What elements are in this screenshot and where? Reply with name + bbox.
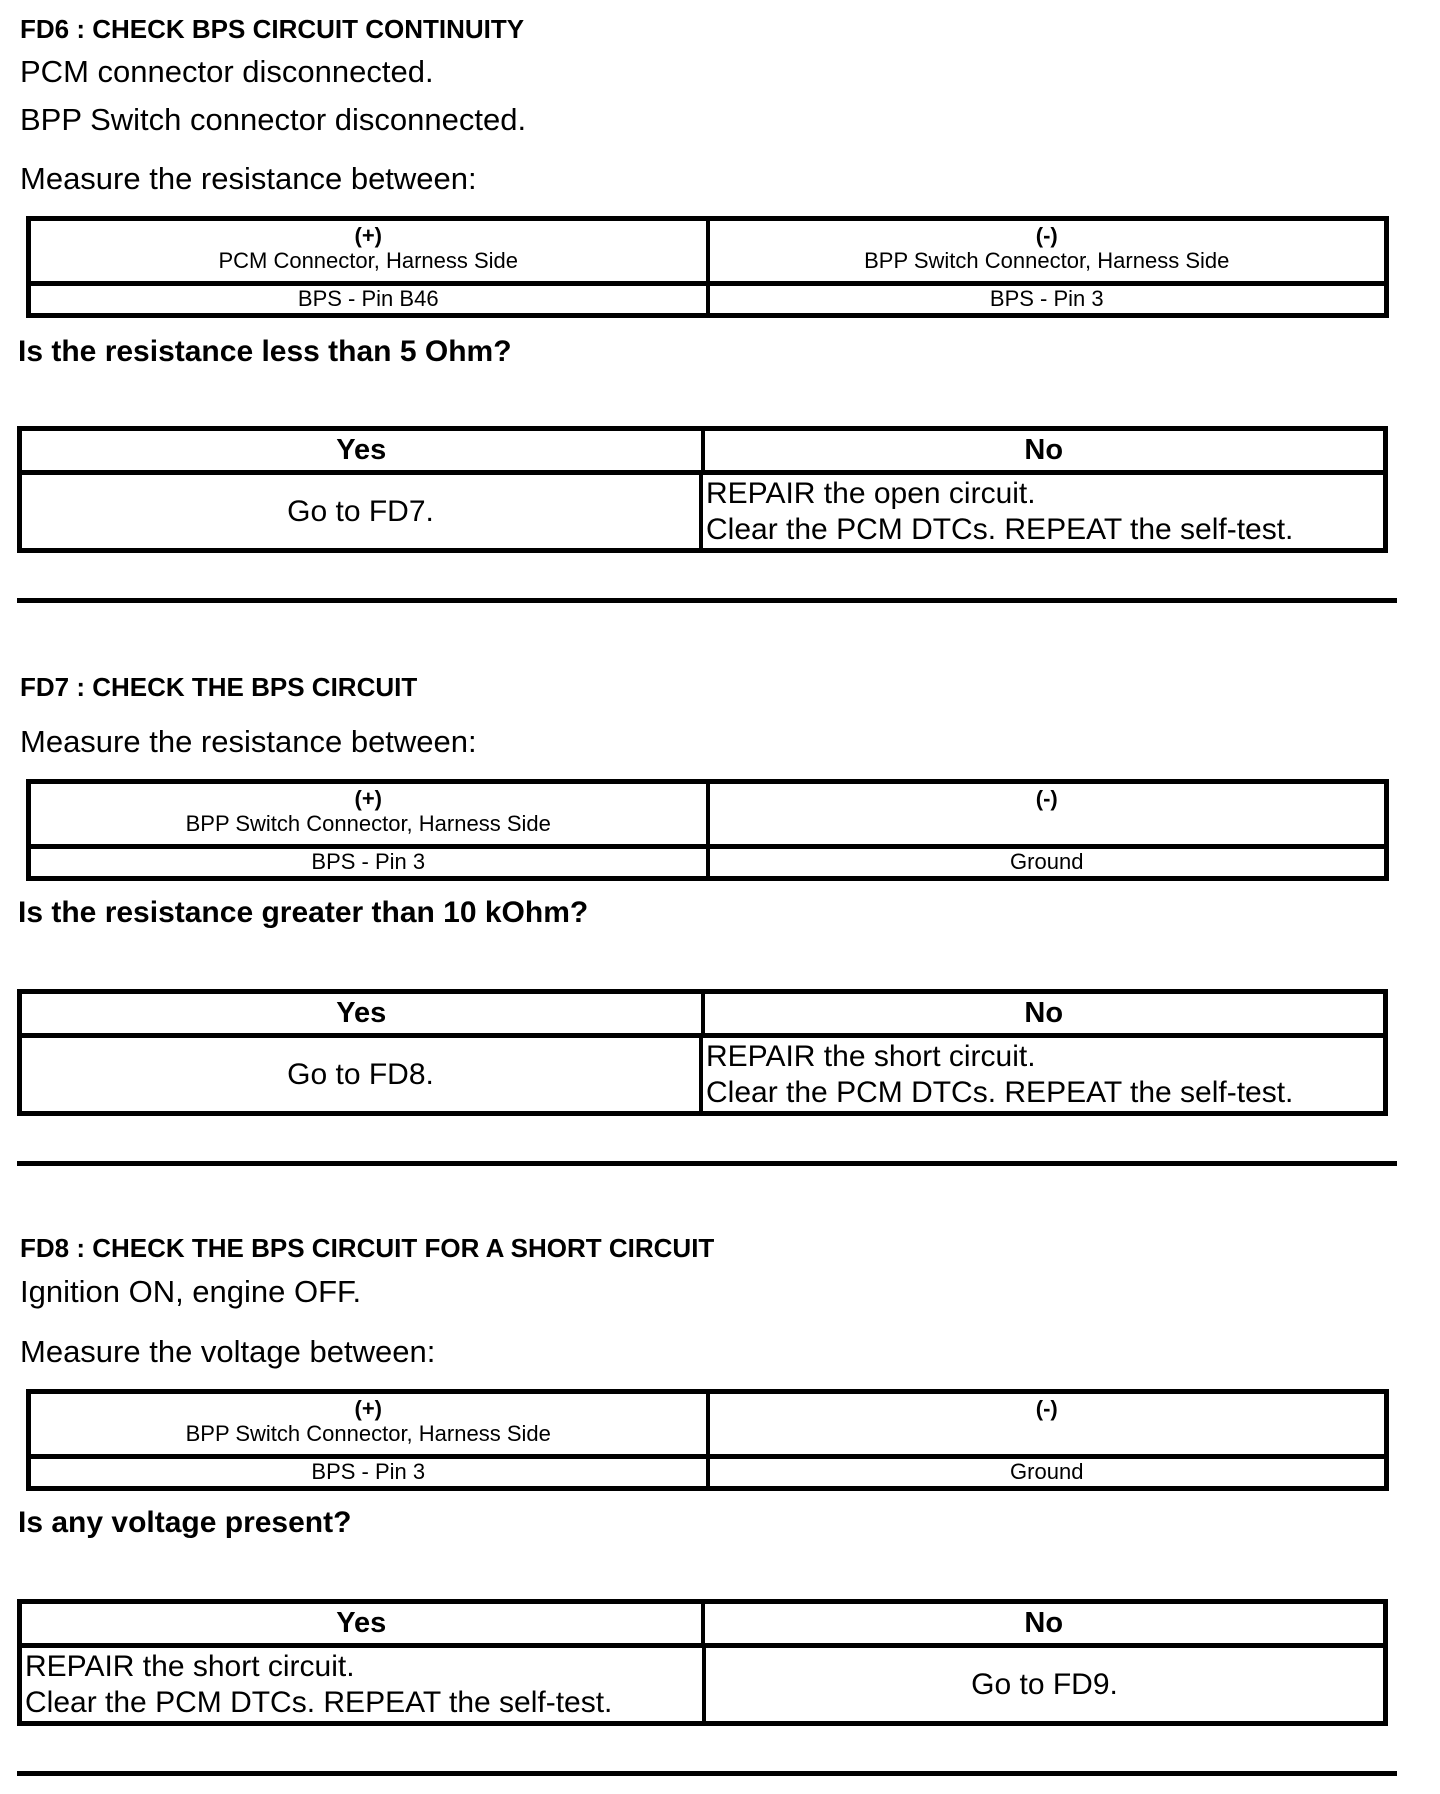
positive-terminal-header [31, 784, 710, 844]
positive-sign: (+) [354, 223, 382, 248]
negative-connector-label: BPP Switch Connector, Harness Side [864, 248, 1230, 273]
section-divider [17, 1771, 1397, 1776]
condition-text: BPP Switch connector disconnected. [20, 102, 527, 137]
no-action [703, 1038, 1383, 1111]
negative-pin: BPS - Pin 3 [989, 286, 1104, 311]
instruction-text: Measure the resistance between: [20, 161, 477, 196]
no-action-line: Go to FD9. [971, 1667, 1118, 1701]
no-action [706, 1648, 1383, 1721]
yes-no-table [17, 989, 1388, 1116]
instruction-text: Measure the voltage between: [20, 1334, 436, 1369]
section-divider [17, 1161, 1397, 1166]
instruction-text: Measure the resistance between: [20, 724, 477, 759]
negative-sign: (-) [1035, 223, 1058, 248]
positive-connector-label: BPP Switch Connector, Harness Side [185, 811, 551, 836]
question-text: Is any voltage present? [18, 1506, 352, 1539]
no-header: No [1024, 997, 1064, 1029]
yes-action-line: REPAIR the short circuit. [25, 1649, 355, 1683]
yes-header: Yes [22, 994, 705, 1033]
negative-terminal-header [710, 784, 1385, 844]
section-divider [17, 598, 1397, 603]
yes-no-table [17, 426, 1388, 553]
step-title: FD6 : CHECK BPS CIRCUIT CONTINUITY [20, 14, 525, 44]
question-text: Is the resistance less than 5 Ohm? [18, 335, 512, 368]
no-action-line: REPAIR the open circuit. [706, 476, 1036, 510]
negative-terminal-header [710, 1394, 1385, 1454]
yes-action-line: Go to FD8. [287, 1057, 434, 1091]
yes-action [22, 1648, 706, 1721]
no-header: No [1024, 434, 1064, 466]
no-header: No [1024, 1607, 1064, 1639]
negative-pin: Ground [1010, 1459, 1084, 1484]
positive-connector-label: BPP Switch Connector, Harness Side [185, 1421, 551, 1446]
negative-sign: (-) [1035, 1396, 1058, 1421]
positive-pin: BPS - Pin B46 [31, 286, 710, 313]
yes-header: Yes [22, 431, 705, 470]
yes-header: Yes [22, 1604, 705, 1643]
question-text: Is the resistance greater than 10 kOhm? [18, 896, 589, 929]
no-action-line: Clear the PCM DTCs. REPEAT the self-test. [706, 512, 1294, 546]
yes-action [22, 475, 703, 548]
positive-pin: BPS - Pin 3 [31, 1459, 710, 1486]
condition-text: Ignition ON, engine OFF. [20, 1274, 362, 1309]
positive-pin: BPS - Pin 3 [31, 849, 710, 876]
negative-pin: Ground [1010, 849, 1084, 874]
yes-no-table [17, 1599, 1388, 1726]
measurement-table [26, 1389, 1389, 1491]
yes-action [22, 1038, 703, 1111]
negative-sign: (-) [1035, 786, 1058, 811]
negative-terminal-header [710, 221, 1385, 281]
positive-sign: (+) [354, 786, 382, 811]
measurement-table [26, 216, 1389, 318]
measurement-table [26, 779, 1389, 881]
positive-connector-label: PCM Connector, Harness Side [218, 248, 519, 273]
no-action-line: REPAIR the short circuit. [706, 1039, 1036, 1073]
yes-action-line: Clear the PCM DTCs. REPEAT the self-test. [25, 1685, 613, 1719]
positive-terminal-header [31, 221, 710, 281]
positive-terminal-header [31, 1394, 710, 1454]
step-title: FD7 : CHECK THE BPS CIRCUIT [20, 672, 418, 702]
step-title: FD8 : CHECK THE BPS CIRCUIT FOR A SHORT CIRCUIT [20, 1233, 715, 1263]
positive-sign: (+) [354, 1396, 382, 1421]
condition-text: PCM connector disconnected. [20, 54, 434, 89]
no-action [703, 475, 1383, 548]
no-action-line: Clear the PCM DTCs. REPEAT the self-test. [706, 1075, 1294, 1109]
yes-action-line: Go to FD7. [287, 494, 434, 528]
